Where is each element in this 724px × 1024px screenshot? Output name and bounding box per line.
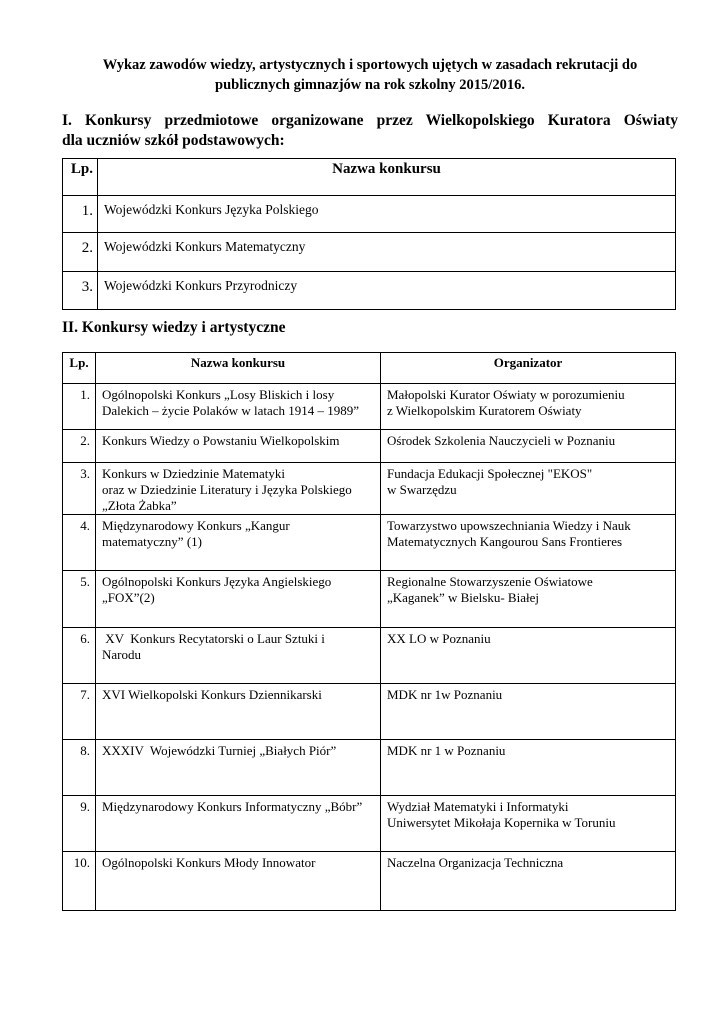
competition-name [96, 684, 381, 740]
organizer-name [381, 430, 676, 463]
row-number: 1. [63, 196, 98, 233]
competition-name: Wojewódzki Konkurs Matematyczny [98, 233, 676, 272]
competition-name [96, 430, 381, 463]
organizer-name [381, 515, 676, 571]
text-line: Ogólnopolski Konkurs „Losy Bliskich i losy [102, 387, 335, 402]
text-line: XV Konkurs Recytatorski o Laur Sztuki i [102, 631, 325, 646]
table-row [63, 272, 676, 310]
row-number: 4. [63, 515, 96, 571]
text-line: Towarzystwo upowszechniania Wiedzy i Nauk [387, 518, 631, 533]
table-row [63, 430, 676, 463]
text-line: Międzynarodowy Konkurs Informatyczny „Bóbr” [102, 799, 363, 814]
column-header-lp: Lp. [63, 353, 96, 384]
text-line: Konkurs w Dziedzinie Matematyki [102, 466, 286, 481]
organizer-name [381, 384, 676, 430]
text-line: Narodu [102, 647, 141, 662]
row-number: 3. [63, 272, 98, 310]
row-number: 7. [63, 684, 96, 740]
table-row [63, 740, 676, 796]
table-header-row [63, 159, 676, 196]
text-line: Naczelna Organizacja Techniczna [387, 855, 564, 870]
knowledge-art-competitions-table [62, 352, 676, 911]
organizer-name [381, 463, 676, 515]
text-line: Fundacja Edukacji Społecznej "EKOS" [387, 466, 593, 481]
competition-name: Wojewódzki Konkurs Przyrodniczy [98, 272, 676, 310]
organizer-name [381, 628, 676, 684]
text-line: Małopolski Kurator Oświaty w porozumieniu [387, 387, 625, 402]
text-line: z Wielkopolskim Kuratorem Oświaty [387, 403, 582, 418]
organizer-name [381, 740, 676, 796]
text-line: Matematycznych Kangourou Sans Frontieres [387, 534, 623, 549]
column-header-name: Nazwa konkursu [96, 353, 381, 384]
competition-name [96, 628, 381, 684]
table-row [63, 463, 676, 515]
table-header-row [63, 353, 676, 384]
table-row [63, 196, 676, 233]
column-header-lp: Lp. [63, 159, 98, 196]
column-header-organizer: Organizator [381, 353, 676, 384]
table-row [63, 384, 676, 430]
table-row [63, 628, 676, 684]
text-line: Dalekich – życie Polaków w latach 1914 – 1989” [102, 403, 360, 418]
text-line: XVI Wielkopolski Konkurs Dziennikarski [102, 687, 322, 702]
table-row [63, 571, 676, 628]
table-row [63, 796, 676, 852]
competition-name [96, 463, 381, 515]
text-line: w Swarzędzu [387, 482, 457, 497]
row-number: 1. [63, 384, 96, 430]
competition-name: Wojewódzki Konkurs Języka Polskiego [98, 196, 676, 233]
competition-name [96, 852, 381, 911]
text-line: „Kaganek” w Bielsku- Białej [387, 590, 539, 605]
row-number: 9. [63, 796, 96, 852]
text-line: matematyczny” (1) [102, 534, 202, 549]
text-line: XXXIV Wojewódzki Turniej „Białych Piór” [102, 743, 337, 758]
text-line: Konkurs Wiedzy o Powstaniu Wielkopolskim [102, 433, 340, 448]
column-header-name: Nazwa konkursu [98, 159, 676, 196]
text-line: Ogólnopolski Konkurs Młody Innowator [102, 855, 316, 870]
competition-name [96, 571, 381, 628]
row-number: 6. [63, 628, 96, 684]
row-number: 10. [63, 852, 96, 911]
document-title [62, 55, 678, 95]
text-line: Międzynarodowy Konkurs „Kangur [102, 518, 290, 533]
text-line: MDK nr 1w Poznaniu [387, 687, 503, 702]
organizer-name [381, 796, 676, 852]
subject-competitions-table [62, 158, 676, 310]
document-title-line: Wykaz zawodów wiedzy, artystycznych i sportowych ujętych w zasadach rekrutacji do [102, 57, 638, 73]
row-number: 2. [63, 233, 98, 272]
table-row [63, 852, 676, 911]
table-row [63, 233, 676, 272]
text-line: Regionalne Stowarzyszenie Oświatowe [387, 574, 593, 589]
competition-name [96, 384, 381, 430]
text-line: oraz w Dziedzinie Literatury i Języka Polskiego [102, 482, 352, 497]
row-number: 3. [63, 463, 96, 515]
competition-name [96, 796, 381, 852]
table-row [63, 684, 676, 740]
text-line: Ośrodek Szkolenia Nauczycieli w Poznaniu [387, 433, 616, 448]
row-number: 8. [63, 740, 96, 796]
row-number: 2. [63, 430, 96, 463]
text-line: „Złota Żabka” [102, 498, 177, 513]
section-1-heading-line: dla uczniów szkół podstawowych: [62, 132, 285, 149]
section-1-heading [62, 111, 678, 151]
table-row [63, 515, 676, 571]
row-number: 5. [63, 571, 96, 628]
organizer-name [381, 852, 676, 911]
text-line: Uniwersytet Mikołaja Kopernika w Toruniu [387, 815, 616, 830]
text-line: Ogólnopolski Konkurs Języka Angielskiego [102, 574, 332, 589]
text-line: XX LO w Poznaniu [387, 631, 491, 646]
organizer-name [381, 571, 676, 628]
section-2-heading: II. Konkursy wiedzy i artystyczne [62, 319, 286, 336]
text-line: MDK nr 1 w Poznaniu [387, 743, 506, 758]
organizer-name [381, 684, 676, 740]
competition-name [96, 515, 381, 571]
competition-name [96, 740, 381, 796]
document-title-line: publicznych gimnazjów na rok szkolny 2015/2016. [215, 77, 525, 93]
text-line: „FOX”(2) [102, 590, 155, 605]
section-1-heading-line: I. Konkursy przedmiotowe organizowane przez Wielkopolskiego Kuratora Oświaty [62, 112, 678, 129]
text-line: Wydział Matematyki i Informatyki [387, 799, 569, 814]
